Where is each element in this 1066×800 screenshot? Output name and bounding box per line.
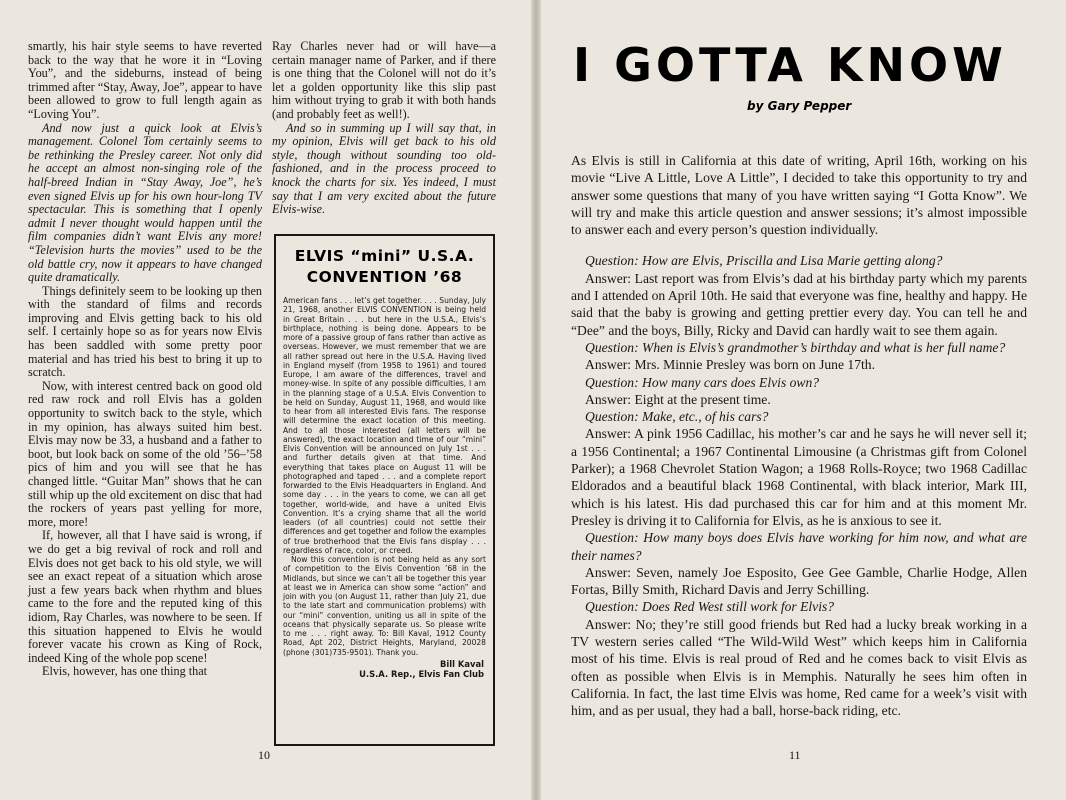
answer: Answer: Last report was from Elvis’s dad at his birthday party which my parents and I attended on April 10th. He said that everyone was fine, healthy and happy. He said that the baby is growing and getting prettier every day. You can tell he and “Dee” and the boys, Billy, Ricky and David can hardly wait to see them again. <box>571 270 1027 338</box>
headline: I GOTTA KNOW <box>573 38 1007 92</box>
box-body <box>283 296 486 657</box>
question: Question: Make, etc., of his cars? <box>585 409 769 425</box>
answer: Answer: Seven, namely Joe Esposito, Gee Gee Gamble, Charlie Hodge, Allen Fortas, Billy Smith, Richard Davis and Jerry Schilling. <box>571 564 1027 598</box>
question: Question: When is Elvis’s grandmother’s birthday and what is her full name? <box>585 339 1006 355</box>
byline: by Gary Pepper <box>747 99 852 113</box>
convention-box <box>274 234 495 746</box>
paragraph: Elvis, however, has one thing that <box>42 664 208 679</box>
left-column-2 <box>272 40 496 217</box>
signature-title: U.S.A. Rep., Elvis Fan Club <box>359 669 484 680</box>
box-title <box>283 246 486 288</box>
article-body <box>571 152 1027 720</box>
box-title-line: CONVENTION ’68 <box>306 268 463 286</box>
paragraph: If, however, all that I have said is wrong, if we do get a big revival of rock and roll and Elvis does not get back to his old style, we will see an exact repeat of a situation which arose just a few years back when rhythm and blues came to the fore and the reputed king of this idiom, Ray Charles, was nowhere to be seen. If this situation happened to Elvis he would forever vacate his crown as King of Rock, indeed King of the whole pop scene! <box>28 528 262 665</box>
paragraph: And so in summing up I will say that, in my opinion, Elvis will get back to his old style, though without sounding too old-fashioned, and in the process proceed to knock the charts for six. Yes indeed, I must say that I am very excited about the future Elvis-wise. <box>272 120 496 217</box>
question: Question: How are Elvis, Priscilla and Lisa Marie getting along? <box>585 253 943 269</box>
gutter <box>531 0 541 800</box>
paragraph: Now, with interest centred back on good old red raw rock and roll Elvis has a golden opportunity to switch back to the style, which in my opinion, has always suited him best. Elvis may now be 33, a husband and a father to boot, but look back on some of the old ’56–’58 pics of him and you will see that he has changed little. “Guitar Man” shows that he can still whip up the old excitement on disc that had the rockers of years past yelling for more, more, more! <box>28 378 262 529</box>
answer: Answer: No; they’re still good friends but Red had a lucky break working in a TV western series called “The Wild-Wild West” which keeps him in California most of his time. Elvis is real proud of Red and he comes back to visit Elvis as often as possible when Elvis is in Memphis. Naturally he sees him often in California. In fact, the last time Elvis was home, Red came for a week’s visit with him, and as per usual, they had a ball, horse-back riding, etc. <box>571 616 1027 719</box>
paragraph: smartly, his hair style seems to have reverted back to the way that he wore it in “Loving You”, and the sideburns, instead of being trimmed after “Stay, Away, Joe”, appear to have been allowed to grow to full length again as “Loving You”. <box>28 39 262 121</box>
right-page <box>541 0 1066 800</box>
page-number: 11 <box>789 748 801 762</box>
answer: Answer: Eight at the present time. <box>585 391 771 407</box>
left-page <box>0 0 531 800</box>
paragraph: And now just a quick look at Elvis’s management. Colonel Tom certainly seems to be rethinking the Presley career. Not only did he accept an almost non-singing role of the half-breed Indian in “Stay Away, Joe”, he’s even signed Elvis up for his own hour-long TV spectacular. This is something that I openly admit I never thought would happen until the film companies didn’t want Elvis any more! “Television hurts the movies” used to be the old battle cry, now it appears to have changed quite dramatically. <box>28 120 262 285</box>
paragraph: Ray Charles never had or will have—a certain manager name of Parker, and if there is one thing that the Colonel will not do it’s let a golden opportunity like this slip past him without trying to grab it with both hands (and probably feet as well!). <box>272 39 496 121</box>
box-signature <box>283 659 486 680</box>
box-title-line: ELVIS “mini” U.S.A. <box>294 247 475 265</box>
signature-name: Bill Kaval <box>439 658 484 669</box>
question: Question: Does Red West still work for Elvis? <box>585 599 835 615</box>
intro-paragraph: As Elvis is still in California at this date of writing, April 16th, working on his movie “Live A Little, Love A Little”, I decided to take this opportunity to try and answer some questions that many of you have written saying “I Gotta Know”. We will try and make this article question and answer sessions; it’s almost impossible to answer each and every person’s question individually. <box>571 153 1027 238</box>
question: Question: How many cars does Elvis own? <box>585 374 820 390</box>
paragraph: Things definitely seem to be looking up then with the standard of films and records improving and Elvis getting back to his old self. I certainly hope so as for years now Elvis has been saddled with some pretty poor material and has tried his best to bring it up to scratch. <box>28 283 262 380</box>
page-number: 10 <box>258 748 270 762</box>
box-paragraph: Now this convention is not being held as any sort of competition to the Elvis Convention ’68 in the Midlands, but since we can’t all be together this year at least we in America can show some “action” and join with you (on August 11, rather than July 21, due to the late start and communication problems) with our “mini” convention, uniting us all in spite of the oceans that physically separate us. So please write to me . . . right away. To: Bill Kaval, 1912 County Road, Apt 202, District Heights, Maryland, 20028 (phone (301)735-9501). Thank you. <box>283 555 486 657</box>
left-column-1 <box>28 40 262 679</box>
question: Question: How many boys does Elvis have working for him now, and what are their names? <box>571 530 1027 563</box>
answer: Answer: Mrs. Minnie Presley was born on June 17th. <box>585 357 875 373</box>
answer: Answer: A pink 1956 Cadillac, his mother’s car and he says he will never sell it; a 1956 Continental; a 1967 Continental Limousine (a Christmas gift from Colonel Parker); a 1968 Chevrolet Station Wagon; a 1968 Rolls-Royce; two 1968 Cadillac Eldorados and a beautiful black 1968 Continental, with black interior, Mark III, which is his latest. His dad purchased this car for him and at this moment Mr. Presley is driving it to California for Elvis, as he is anxious to see it. <box>571 426 1027 528</box>
box-paragraph: American fans . . . let’s get together. . . . Sunday, July 21, 1968, another ELVIS CONVENTION is being held in Great Britain . . . but here in the U.S.A., Elvis’s birthplace, nothing is being done. Appears to be more of a passive group of fans rather than active as overseas. However, we must remember that we are all rather spread out here in the U.S.A. Having lived in England myself (from 1958 to 1961) and toured Europe, I am aware of the differences, travel and money-wise. In spite of any possible difficulties, I am in the planning stage of a U.S.A. Elvis Convention to be held on Sunday, August 11, 1968, and would like to hear from all interested Elvis fans. The response will determine the exact location of this meeting. And to all those interested (all letters will be answered), the exact location and time of our “mini” Elvis Convention will be announced on July 1st . . . and further details given at that time. And everything that takes place on August 11 will be photographed and taped . . . and a complete report forwarded to the Elvis Headquarters in England. And some day . . . in the years to come, we can all get together, world-wide, and have a united Elvis Convention. It’s a crying shame that all the world leaders (of all countries) could not settle their differences and get together and follow the examples of true brotherhood that the Elvis fans display . . . regardless of race, color, or creed. <box>283 296 486 555</box>
